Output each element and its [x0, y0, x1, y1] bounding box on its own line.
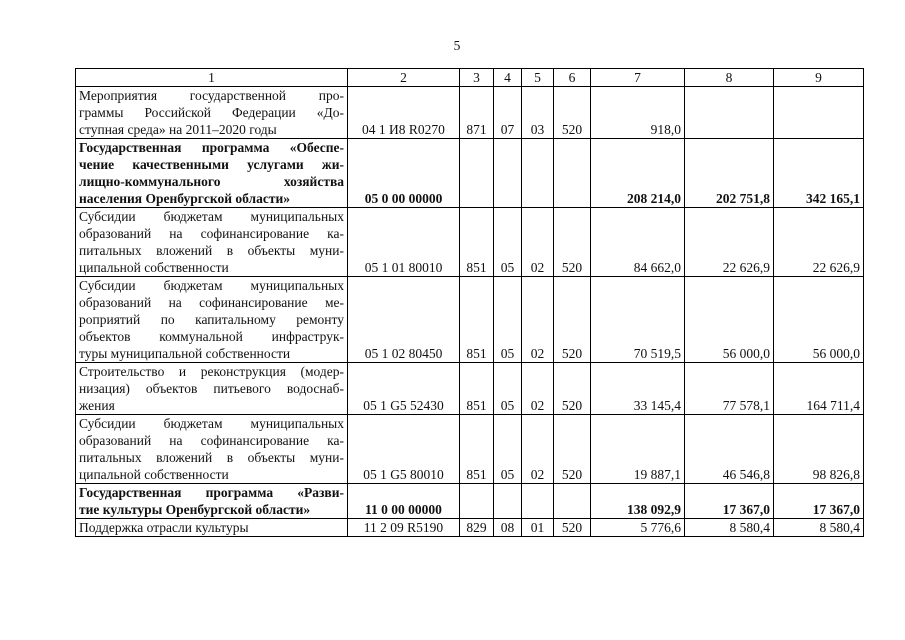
description-line: ципальной собственности — [79, 467, 229, 482]
cell-description — [76, 87, 348, 139]
cell-col-3: 829 — [460, 519, 494, 537]
cell-col-3: 851 — [460, 277, 494, 363]
header-row — [76, 69, 864, 87]
cell-col-8: 46 546,8 — [685, 415, 774, 484]
description-line: Субсидии бюджетам муниципальных — [79, 209, 344, 224]
cell-col-4: 07 — [494, 87, 522, 139]
cell-col-4: 08 — [494, 519, 522, 537]
cell-code: 05 1 G5 80010 — [348, 415, 460, 484]
description-line: питальных вложений в объекты муни- — [79, 450, 344, 465]
description-line: ципальной собственности — [79, 260, 229, 275]
table-row — [76, 415, 864, 484]
description-line: образований на софинансирование ме- — [79, 295, 344, 310]
cell-col-7: 70 519,5 — [591, 277, 685, 363]
description-line: Государственная программа «Разви- — [79, 485, 344, 500]
description-line: Строительство и реконструкция (модер- — [79, 364, 344, 379]
cell-col-5 — [522, 139, 554, 208]
cell-col-3 — [460, 139, 494, 208]
table-row — [76, 277, 864, 363]
cell-description — [76, 139, 348, 208]
cell-code: 05 1 01 80010 — [348, 208, 460, 277]
table-row — [76, 519, 864, 537]
cell-col-9: 164 711,4 — [774, 363, 864, 415]
description-line: образований на софинансирование ка- — [79, 226, 344, 241]
description-line: жения — [79, 398, 115, 413]
cell-col-5: 03 — [522, 87, 554, 139]
description-line: Государственная программа «Обеспе- — [79, 140, 344, 155]
cell-col-5: 02 — [522, 415, 554, 484]
description-line: Субсидии бюджетам муниципальных — [79, 278, 344, 293]
header-col-4: 4 — [494, 69, 522, 87]
cell-col-9: 22 626,9 — [774, 208, 864, 277]
cell-col-4: 05 — [494, 277, 522, 363]
description-line: тие культуры Оренбургской области» — [79, 502, 311, 517]
cell-col-5: 02 — [522, 277, 554, 363]
cell-code: 05 1 G5 52430 — [348, 363, 460, 415]
cell-code: 05 0 00 00000 — [348, 139, 460, 208]
description-line: образований на софинансирование ка- — [79, 433, 344, 448]
cell-col-9: 8 580,4 — [774, 519, 864, 537]
table-row-program — [76, 484, 864, 519]
cell-col-9: 98 826,8 — [774, 415, 864, 484]
page-number: 5 — [453, 38, 461, 53]
cell-col-6: 520 — [554, 363, 591, 415]
description-line: низация) объектов питьевого водоснаб- — [79, 381, 344, 396]
cell-col-6: 520 — [554, 277, 591, 363]
cell-col-8: 56 000,0 — [685, 277, 774, 363]
cell-col-4: 05 — [494, 363, 522, 415]
cell-col-8 — [685, 87, 774, 139]
header-col-9: 9 — [774, 69, 864, 87]
header-col-1: 1 — [76, 69, 348, 87]
cell-col-9: 56 000,0 — [774, 277, 864, 363]
header-col-6: 6 — [554, 69, 591, 87]
header-col-3: 3 — [460, 69, 494, 87]
description-line: населения Оренбургской области» — [79, 191, 291, 206]
description-line: лищно-коммунального хозяйства — [79, 174, 344, 189]
cell-col-7: 5 776,6 — [591, 519, 685, 537]
description-line: Субсидии бюджетам муниципальных — [79, 416, 344, 431]
cell-col-4: 05 — [494, 415, 522, 484]
cell-col-3: 871 — [460, 87, 494, 139]
cell-col-7: 33 145,4 — [591, 363, 685, 415]
cell-code: 05 1 02 80450 — [348, 277, 460, 363]
cell-description — [76, 208, 348, 277]
table-row — [76, 208, 864, 277]
cell-col-9: 342 165,1 — [774, 139, 864, 208]
cell-col-6 — [554, 484, 591, 519]
description-line: объектов коммунальной инфраструк- — [79, 329, 344, 344]
cell-col-8: 77 578,1 — [685, 363, 774, 415]
cell-col-6: 520 — [554, 519, 591, 537]
table-row-program — [76, 139, 864, 208]
cell-col-5: 02 — [522, 363, 554, 415]
cell-col-7: 19 887,1 — [591, 415, 685, 484]
cell-col-7: 138 092,9 — [591, 484, 685, 519]
budget-table — [75, 68, 864, 537]
cell-code: 11 2 09 R5190 — [348, 519, 460, 537]
cell-code: 04 1 И8 R0270 — [348, 87, 460, 139]
table-row — [76, 87, 864, 139]
cell-col-6: 520 — [554, 208, 591, 277]
cell-col-3: 851 — [460, 208, 494, 277]
header-col-8: 8 — [685, 69, 774, 87]
cell-col-5: 01 — [522, 519, 554, 537]
cell-col-6 — [554, 139, 591, 208]
cell-col-8: 22 626,9 — [685, 208, 774, 277]
cell-col-7: 208 214,0 — [591, 139, 685, 208]
description-line: Поддержка отрасли культуры — [79, 520, 249, 535]
cell-col-9 — [774, 87, 864, 139]
description-line: туры муниципальной собственности — [79, 346, 291, 361]
cell-col-3: 851 — [460, 415, 494, 484]
description-line: Мероприятия государственной про- — [79, 88, 344, 103]
description-line: роприятий по капитальному ремонту — [79, 312, 344, 327]
cell-col-8: 8 580,4 — [685, 519, 774, 537]
table-row — [76, 363, 864, 415]
cell-description — [76, 415, 348, 484]
cell-description — [76, 277, 348, 363]
cell-col-5 — [522, 484, 554, 519]
cell-col-7: 918,0 — [591, 87, 685, 139]
cell-description — [76, 363, 348, 415]
cell-col-3: 851 — [460, 363, 494, 415]
cell-col-8: 17 367,0 — [685, 484, 774, 519]
cell-col-5: 02 — [522, 208, 554, 277]
cell-col-4 — [494, 139, 522, 208]
cell-col-6: 520 — [554, 87, 591, 139]
header-col-2: 2 — [348, 69, 460, 87]
cell-description — [76, 484, 348, 519]
description-line: чение качественными услугами жи- — [79, 157, 344, 172]
cell-col-6: 520 — [554, 415, 591, 484]
cell-col-3 — [460, 484, 494, 519]
cell-col-4 — [494, 484, 522, 519]
header-col-7: 7 — [591, 69, 685, 87]
cell-col-9: 17 367,0 — [774, 484, 864, 519]
cell-description — [76, 519, 348, 537]
header-col-5: 5 — [522, 69, 554, 87]
description-line: питальных вложений в объекты муни- — [79, 243, 344, 258]
cell-code: 11 0 00 00000 — [348, 484, 460, 519]
cell-col-4: 05 — [494, 208, 522, 277]
cell-col-8: 202 751,8 — [685, 139, 774, 208]
cell-col-7: 84 662,0 — [591, 208, 685, 277]
description-line: ступная среда» на 2011–2020 годы — [79, 122, 277, 137]
description-line: граммы Российской Федерации «До- — [79, 105, 344, 120]
